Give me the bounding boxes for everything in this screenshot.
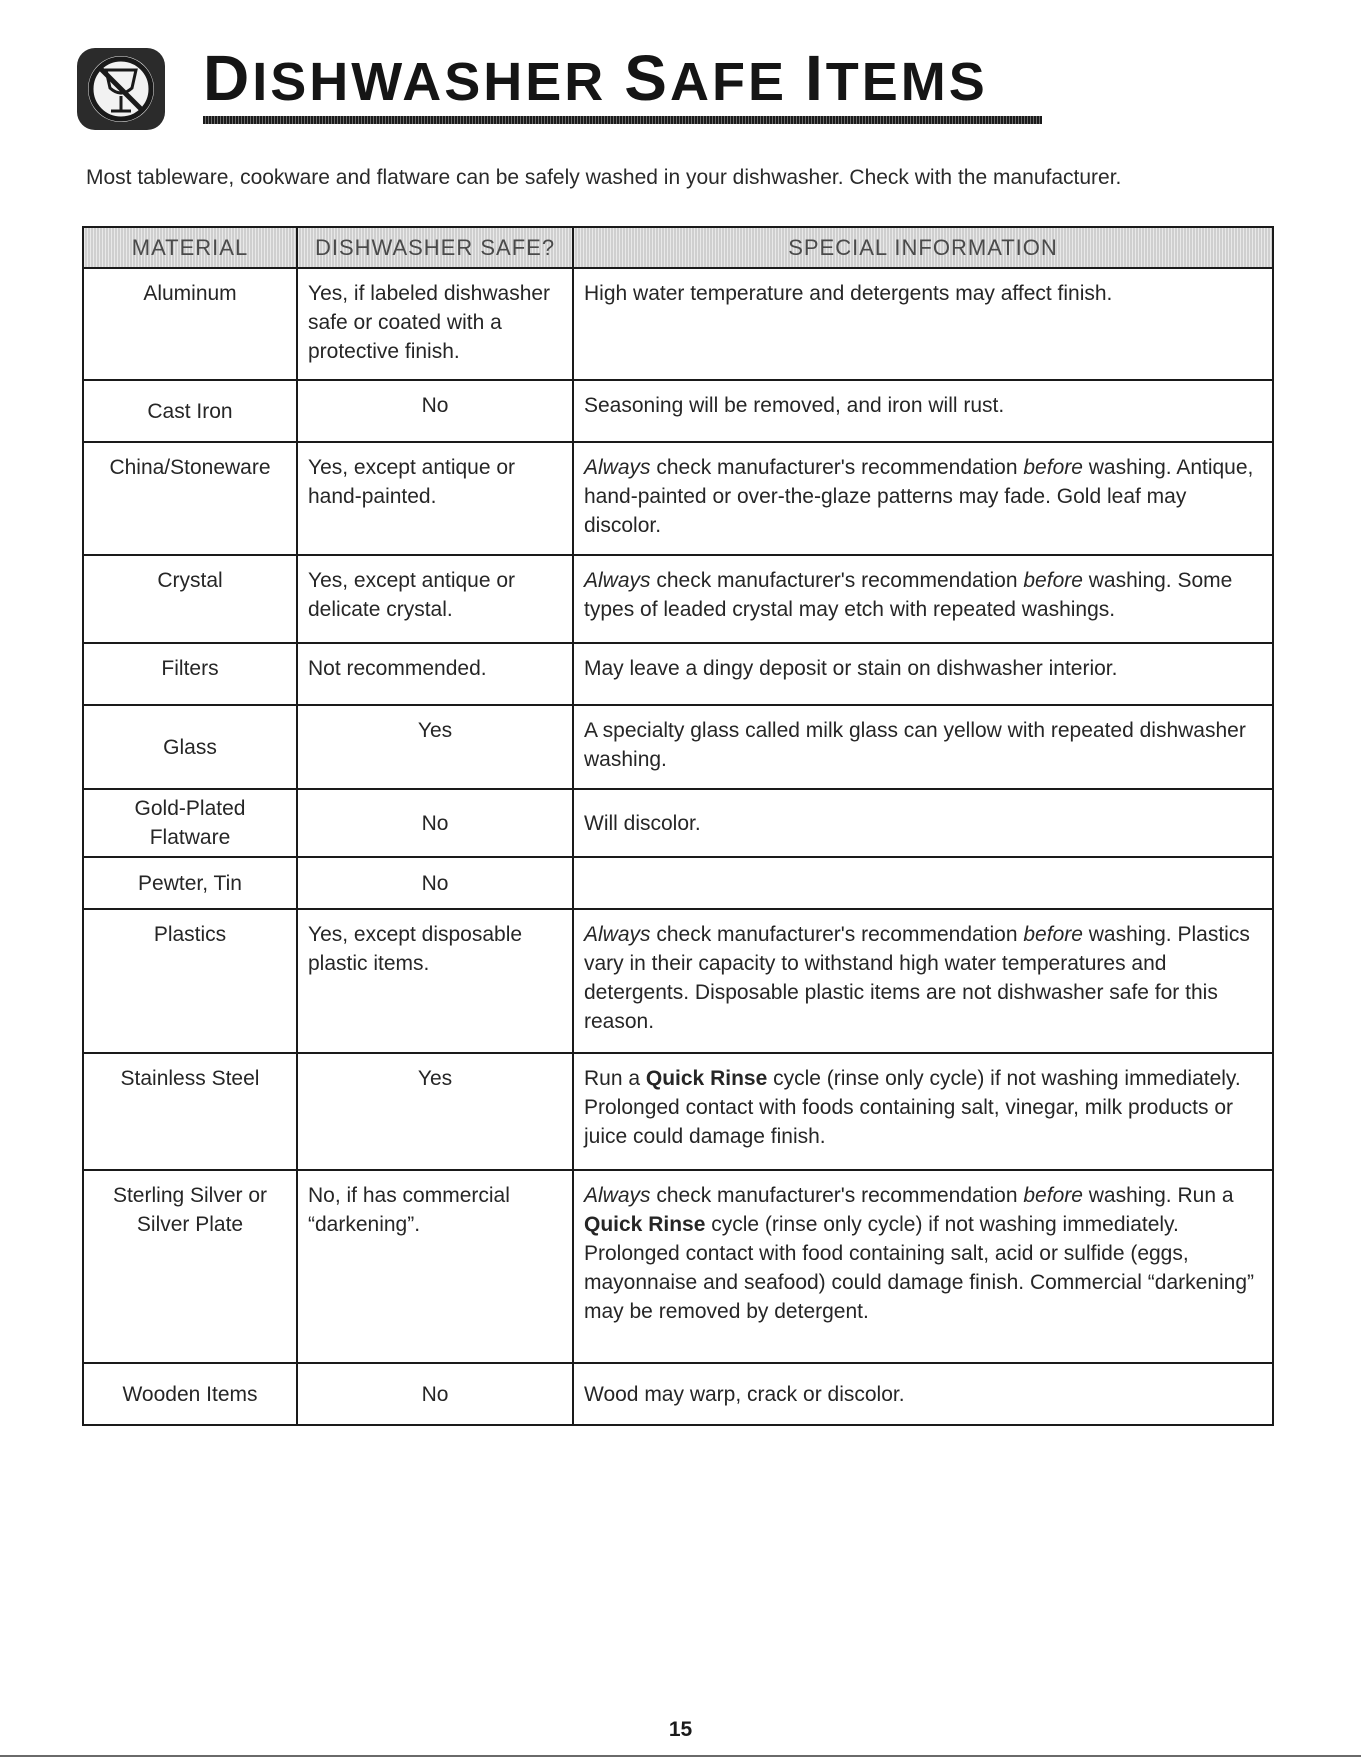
title-rest-1: ISHWASHER bbox=[252, 52, 607, 112]
table-row bbox=[83, 1170, 1273, 1363]
dishwasher-safe-table bbox=[82, 226, 1274, 1426]
table-row bbox=[83, 857, 1273, 909]
title-word-3 bbox=[804, 42, 988, 114]
special-info-cell bbox=[573, 555, 1273, 643]
info-emphasis: Always bbox=[584, 456, 651, 479]
special-info-cell: A specialty glass called milk glass can yellow with repeated dishwasher washing. bbox=[573, 705, 1273, 789]
special-info-cell: Wood may warp, crack or discolor. bbox=[573, 1363, 1273, 1425]
title-cap-3: I bbox=[804, 42, 826, 114]
info-text: cycle (rinse only cycle) if not washing immediately. Prolonged contact with food containing salt, acid or sulfide (eggs, mayonnaise and seafood) could damage finish. Commercial “darkening” may be removed by detergent. bbox=[584, 1213, 1255, 1323]
dishwasher-safe-cell: Yes bbox=[297, 705, 573, 789]
special-info-cell bbox=[573, 1053, 1273, 1170]
material-cell: Filters bbox=[83, 643, 297, 705]
info-text: cycle (rinse only cycle) if not washing immediately. Prolonged contact with foods containing salt, vinegar, milk products or juice could damage finish. bbox=[584, 1067, 1241, 1148]
title-rest-2: AFE bbox=[669, 52, 787, 112]
dishwasher-safe-cell: No bbox=[297, 789, 573, 857]
table-row bbox=[83, 442, 1273, 555]
material-cell: Glass bbox=[83, 705, 297, 789]
material-cell: China/Stoneware bbox=[83, 442, 297, 555]
header-dishwasher-safe: DISHWASHER SAFE? bbox=[297, 227, 573, 268]
dishwasher-safe-cell: Yes, except disposable plastic items. bbox=[297, 909, 573, 1053]
page-header bbox=[75, 38, 1075, 130]
material-cell: Sterling Silver or Silver Plate bbox=[83, 1170, 297, 1363]
table-row bbox=[83, 909, 1273, 1053]
info-bold: Quick Rinse bbox=[645, 1067, 768, 1090]
dishwasher-safe-cell: No bbox=[297, 380, 573, 442]
table-row bbox=[83, 555, 1273, 643]
info-text: check manufacturer's recommendation bbox=[650, 923, 1024, 946]
info-emphasis: before bbox=[1023, 1184, 1083, 1207]
table-header-row bbox=[83, 227, 1273, 268]
special-info-cell bbox=[573, 909, 1273, 1053]
info-bold: Quick Rinse bbox=[584, 1213, 706, 1236]
header-special-information: SPECIAL INFORMATION bbox=[573, 227, 1273, 268]
title-cap-1: D bbox=[203, 42, 253, 114]
page-title bbox=[203, 42, 988, 118]
table-row bbox=[83, 643, 1273, 705]
material-cell: Aluminum bbox=[83, 268, 297, 380]
table-row bbox=[83, 705, 1273, 789]
table-row bbox=[83, 1363, 1273, 1425]
material-cell: Wooden Items bbox=[83, 1363, 297, 1425]
title-underline bbox=[203, 116, 1042, 124]
info-text: washing. Some types of leaded crystal may etch with repeated washings. bbox=[584, 569, 1233, 621]
info-text: washing. Antique, hand-painted or over-the-glaze patterns may fade. Gold leaf may discolor. bbox=[584, 456, 1254, 537]
dishwasher-safe-cell: No, if has commercial “darkening”. bbox=[297, 1170, 573, 1363]
dishwasher-safe-cell: Yes, except antique or hand-painted. bbox=[297, 442, 573, 555]
dishwasher-safe-cell: Yes, except antique or delicate crystal. bbox=[297, 555, 573, 643]
special-info-cell bbox=[573, 442, 1273, 555]
table-row bbox=[83, 789, 1273, 857]
special-info-cell: May leave a dingy deposit or stain on dishwasher interior. bbox=[573, 643, 1273, 705]
info-emphasis: Always bbox=[584, 923, 651, 946]
info-emphasis: before bbox=[1023, 923, 1083, 946]
info-text: washing. Plastics vary in their capacity to withstand high water temperatures and detergents. Disposable plastic items are not dishwasher safe for this reason. bbox=[584, 923, 1250, 1033]
intro-text: Most tableware, cookware and flatware can be safely washed in your dishwasher. Check with the manufacturer. bbox=[86, 166, 1122, 189]
material-cell: Gold-Plated Flatware bbox=[83, 789, 297, 857]
info-emphasis: Always bbox=[584, 569, 651, 592]
dishwasher-safe-cell: No bbox=[297, 857, 573, 909]
header-material: MATERIAL bbox=[83, 227, 297, 268]
table-row bbox=[83, 380, 1273, 442]
info-text: washing. Run a bbox=[1082, 1184, 1234, 1207]
material-cell: Crystal bbox=[83, 555, 297, 643]
no-glass-icon bbox=[75, 46, 167, 132]
info-text: check manufacturer's recommendation bbox=[650, 456, 1024, 479]
material-cell: Stainless Steel bbox=[83, 1053, 297, 1170]
special-info-cell: Seasoning will be removed, and iron will rust. bbox=[573, 380, 1273, 442]
table-row bbox=[83, 268, 1273, 380]
dishwasher-safe-cell: Yes bbox=[297, 1053, 573, 1170]
dishwasher-safe-cell: Yes, if labeled dishwasher safe or coated with a protective finish. bbox=[297, 268, 573, 380]
material-cell: Plastics bbox=[83, 909, 297, 1053]
dishwasher-safe-cell: Not recommended. bbox=[297, 643, 573, 705]
dishwasher-safe-cell: No bbox=[297, 1363, 573, 1425]
title-word-2 bbox=[624, 42, 787, 114]
info-emphasis: before bbox=[1023, 456, 1083, 479]
special-info-cell bbox=[573, 857, 1273, 909]
page-number: 15 bbox=[668, 1718, 693, 1741]
bottom-rule bbox=[0, 1755, 1361, 1757]
title-rest-3: TEMS bbox=[825, 52, 988, 112]
material-cell: Cast Iron bbox=[83, 380, 297, 442]
info-text: check manufacturer's recommendation bbox=[650, 1184, 1024, 1207]
special-info-cell bbox=[573, 1170, 1273, 1363]
info-text: Run a bbox=[584, 1067, 646, 1090]
table-row bbox=[83, 1053, 1273, 1170]
info-text: check manufacturer's recommendation bbox=[650, 569, 1024, 592]
title-cap-2: S bbox=[624, 42, 670, 114]
info-emphasis: Always bbox=[584, 1184, 651, 1207]
special-info-cell: Will discolor. bbox=[573, 789, 1273, 857]
info-emphasis: before bbox=[1023, 569, 1083, 592]
title-word-1 bbox=[203, 42, 607, 114]
special-info-cell: High water temperature and detergents may affect finish. bbox=[573, 268, 1273, 380]
material-cell: Pewter, Tin bbox=[83, 857, 297, 909]
